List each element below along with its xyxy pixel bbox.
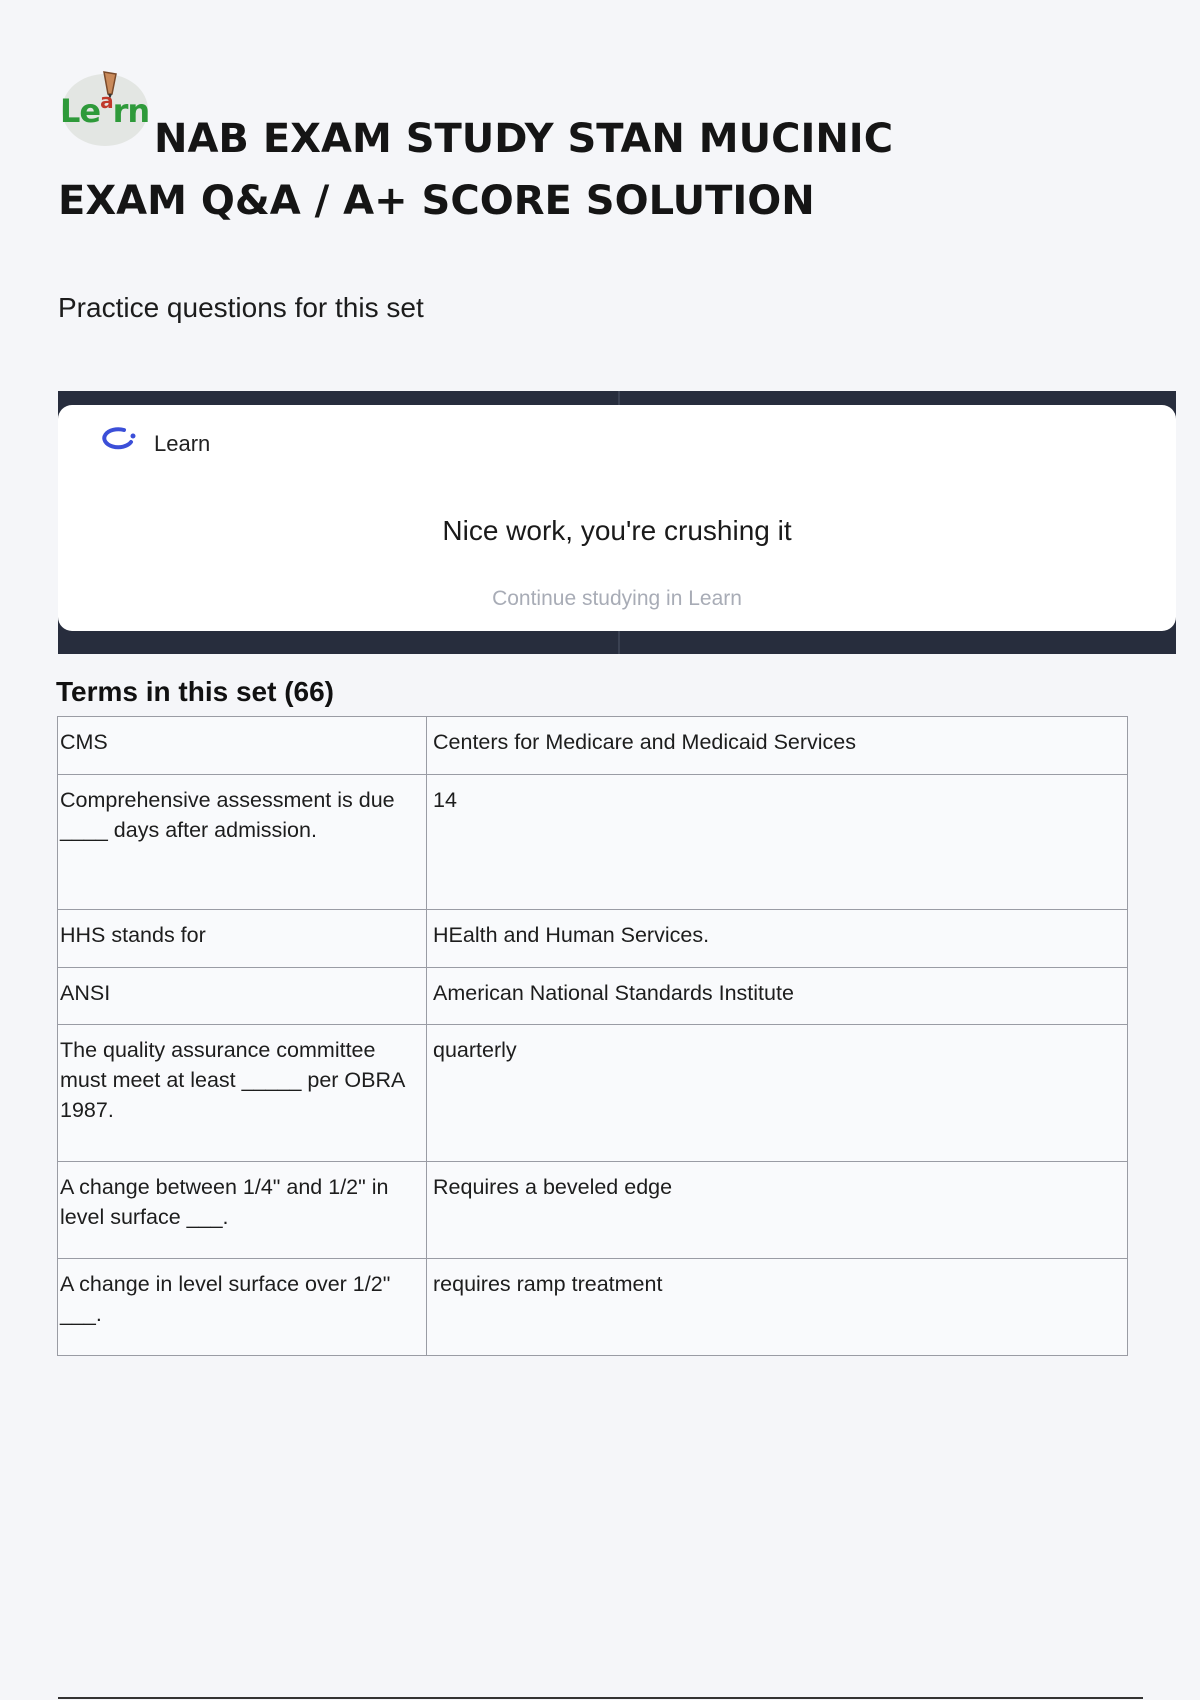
terms-table bbox=[57, 716, 1128, 1356]
term-cell: ANSI bbox=[58, 968, 427, 1025]
learn-progress-message: Nice work, you're crushing it bbox=[442, 515, 792, 546]
title-line-1: NAB EXAM STUDY STAN MUCINIC bbox=[154, 116, 894, 162]
table-row bbox=[58, 717, 1128, 775]
definition-cell: Requires a beveled edge bbox=[427, 1162, 1128, 1259]
table-row bbox=[58, 910, 1128, 968]
table-row bbox=[58, 1259, 1128, 1356]
term-cell: CMS bbox=[58, 717, 427, 775]
definition-cell: 14 bbox=[427, 775, 1128, 910]
definition-cell: Centers for Medicare and Medicaid Services bbox=[427, 717, 1128, 775]
term-cell: HHS stands for bbox=[58, 910, 427, 968]
definition-cell: requires ramp treatment bbox=[427, 1259, 1128, 1356]
learn-banner bbox=[58, 391, 1176, 654]
learn-card bbox=[58, 405, 1176, 631]
definition-cell: American National Standards Institute bbox=[427, 968, 1128, 1025]
continue-studying-link[interactable]: Continue studying in Learn bbox=[492, 587, 742, 610]
table-row bbox=[58, 775, 1128, 910]
term-cell: A change between 1/4" and 1/2" in level surface ___. bbox=[58, 1162, 427, 1259]
term-cell: A change in level surface over 1/2" ___. bbox=[58, 1259, 427, 1356]
learn-mode-label: Learn bbox=[154, 431, 211, 456]
table-row bbox=[58, 1025, 1128, 1162]
term-cell: The quality assurance committee must meet at least _____ per OBRA 1987. bbox=[58, 1025, 427, 1162]
terms-heading: Terms in this set (66) bbox=[56, 676, 335, 707]
definition-cell: quarterly bbox=[427, 1025, 1128, 1162]
table-row bbox=[58, 1162, 1128, 1259]
logo-text: Le$^a$rn bbox=[60, 89, 150, 130]
term-cell: Comprehensive assessment is due ____ days after admission. bbox=[58, 775, 427, 910]
page-subtitle: Practice questions for this set bbox=[58, 292, 424, 323]
page-title bbox=[58, 108, 958, 232]
page-footer-rule bbox=[58, 1697, 1143, 1699]
title-line-2: EXAM Q&A / A+ SCORE SOLUTION bbox=[58, 178, 815, 224]
table-row bbox=[58, 968, 1128, 1025]
learn-mode-icon bbox=[98, 423, 140, 453]
definition-cell: HEalth and Human Services. bbox=[427, 910, 1128, 968]
